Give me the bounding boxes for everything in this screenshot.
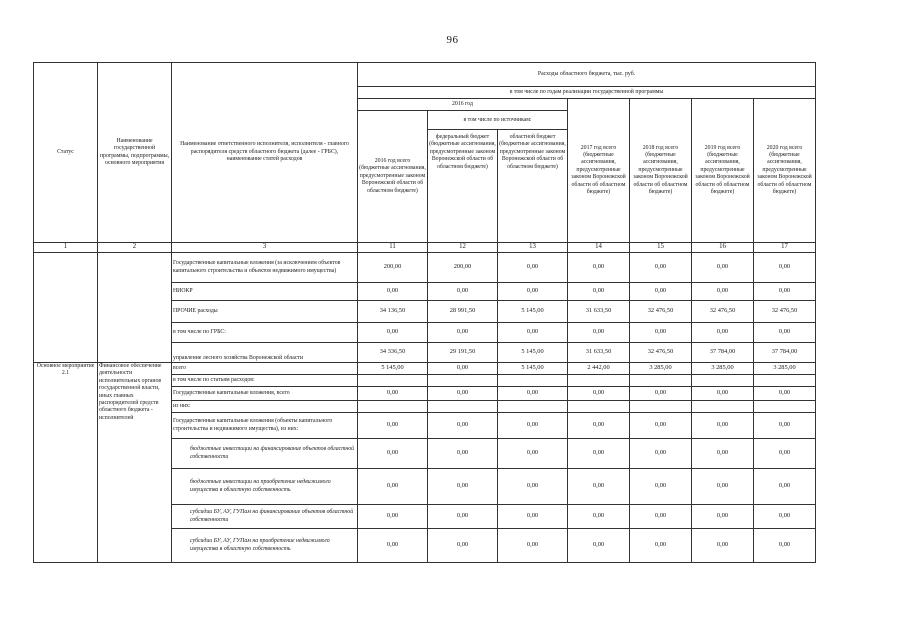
value-cell: 0,00: [498, 469, 568, 505]
expense-label: субсидии БУ, АУ, ГУПам на приобретение недвижимого имущества в областную собственность: [172, 529, 358, 563]
expense-label: Государственные капитальные вложения, всего: [172, 387, 358, 401]
budget-table: [33, 62, 816, 563]
header-year-2020: 2020 год всего (бюджетные ассигнования, предусмотренные законом Воронежской области об областном бюджете): [754, 99, 816, 243]
section-status: Основное мероприятие 2.1: [34, 363, 98, 563]
value-cell: 0,00: [568, 253, 630, 283]
value-cell: 0,00: [630, 469, 692, 505]
expense-label: НИОКР: [172, 283, 358, 301]
header-status: Статус: [34, 63, 98, 243]
expense-label: в том числе по статьям расходов:: [172, 375, 358, 387]
value-cell: 0,00: [754, 283, 816, 301]
program-cell: [98, 301, 172, 323]
column-index-cell: 12: [428, 243, 498, 253]
value-cell: 0,00: [692, 413, 754, 439]
value-cell: 0,00: [498, 413, 568, 439]
value-cell: 2 442,00: [568, 363, 630, 375]
header-sources-block: [428, 111, 568, 243]
value-cell: 0,00: [358, 439, 428, 469]
value-cell: 0,00: [498, 283, 568, 301]
value-cell: 0,00: [630, 439, 692, 469]
header-program-name: Наименование государственной программы, подпрограммы, основного мероприятия: [98, 63, 172, 243]
value-cell: [358, 375, 428, 387]
expense-label: из них:: [172, 401, 358, 413]
value-cell: 3 285,00: [692, 363, 754, 375]
status-cell: [34, 323, 98, 343]
value-cell: 0,00: [754, 413, 816, 439]
expense-label: в том числе по ГРБС:: [172, 323, 358, 343]
expense-label: управление лесного хозяйства Воронежской области: [172, 343, 358, 363]
status-cell: [34, 301, 98, 323]
value-cell: [630, 401, 692, 413]
value-cell: 0,00: [358, 413, 428, 439]
value-cell: 0,00: [428, 439, 498, 469]
value-cell: [568, 375, 630, 387]
header-federal: федеральный бюджет (бюджетные ассигнования, предусмотренные законом Воронежской области об областном бюджете): [428, 130, 498, 242]
value-cell: 0,00: [754, 253, 816, 283]
value-cell: 0,00: [498, 505, 568, 529]
header-year-2016: 2016 год: [358, 99, 568, 111]
value-cell: 0,00: [692, 387, 754, 401]
value-cell: 0,00: [498, 439, 568, 469]
value-cell: [692, 401, 754, 413]
status-cell: [34, 343, 98, 363]
value-cell: [498, 375, 568, 387]
value-cell: [630, 375, 692, 387]
value-cell: [428, 375, 498, 387]
status-cell: [34, 283, 98, 301]
value-cell: [692, 375, 754, 387]
column-index-cell: 11: [358, 243, 428, 253]
table-header: [34, 63, 816, 253]
value-cell: [428, 401, 498, 413]
expense-label: ПРОЧИЕ расходы: [172, 301, 358, 323]
value-cell: 0,00: [630, 323, 692, 343]
value-cell: 0,00: [692, 283, 754, 301]
header-expenses: Расходы областного бюджета, тыс. руб.: [358, 63, 816, 87]
header-year-2018: 2018 год всего (бюджетные ассигнования, предусмотренные законом Воронежской области об областном бюджете): [630, 99, 692, 243]
value-cell: 0,00: [754, 439, 816, 469]
value-cell: 32 476,50: [692, 301, 754, 323]
value-cell: 28 991,50: [428, 301, 498, 323]
value-cell: [498, 401, 568, 413]
value-cell: 0,00: [498, 253, 568, 283]
value-cell: 3 285,00: [754, 363, 816, 375]
program-cell: [98, 283, 172, 301]
value-cell: 32 476,50: [754, 301, 816, 323]
value-cell: 0,00: [568, 439, 630, 469]
column-index-cell: 13: [498, 243, 568, 253]
value-cell: 32 476,50: [630, 301, 692, 323]
value-cell: 0,00: [754, 505, 816, 529]
column-index-cell: 14: [568, 243, 630, 253]
value-cell: 0,00: [692, 323, 754, 343]
expense-label: бюджетные инвестиции на финансирование объектов областной собственности: [172, 439, 358, 469]
value-cell: 0,00: [630, 413, 692, 439]
expense-label: субсидии БУ, АУ, ГУПам на финансирование объектов областной собственности: [172, 505, 358, 529]
value-cell: 0,00: [358, 529, 428, 563]
table-row: [34, 343, 816, 363]
expense-label: Государственные капитальные вложения (за исключением объектов капитального строительства и объектов недвижимого имущества): [172, 253, 358, 283]
table-row: [34, 323, 816, 343]
value-cell: 0,00: [754, 387, 816, 401]
value-cell: 0,00: [630, 283, 692, 301]
value-cell: 0,00: [358, 323, 428, 343]
value-cell: 0,00: [692, 505, 754, 529]
value-cell: 0,00: [692, 529, 754, 563]
value-cell: 0,00: [630, 505, 692, 529]
value-cell: 5 145,00: [498, 301, 568, 323]
program-cell: [98, 323, 172, 343]
value-cell: [754, 401, 816, 413]
value-cell: 0,00: [428, 323, 498, 343]
value-cell: [568, 401, 630, 413]
value-cell: 0,00: [568, 505, 630, 529]
expense-label: всего: [172, 363, 358, 375]
value-cell: 0,00: [498, 387, 568, 401]
header-sources-split: [428, 130, 567, 242]
table-body: [34, 253, 816, 563]
value-cell: 32 476,50: [630, 343, 692, 363]
section-name: Финансовое обеспечение деятельности исполнительных органов государственной власти, иных главных распорядителей средств областного бюджета - исполнителей: [98, 363, 172, 563]
value-cell: 0,00: [568, 529, 630, 563]
value-cell: 0,00: [630, 253, 692, 283]
column-index-cell: 17: [754, 243, 816, 253]
value-cell: 0,00: [568, 413, 630, 439]
value-cell: 0,00: [692, 439, 754, 469]
value-cell: 29 191,50: [428, 343, 498, 363]
table-row: [34, 283, 816, 301]
value-cell: 3 285,00: [630, 363, 692, 375]
header-year-2017: 2017 год всего (бюджетные ассигнования, предусмотренные законом Воронежской области об областном бюджете): [568, 99, 630, 243]
value-cell: 0,00: [754, 469, 816, 505]
value-cell: 0,00: [692, 253, 754, 283]
column-index-cell: 16: [692, 243, 754, 253]
value-cell: 0,00: [428, 283, 498, 301]
table-row: [34, 253, 816, 283]
column-index-cell: 2: [98, 243, 172, 253]
header-regional: областной бюджет (бюджетные ассигнования, предусмотренные законом Воронежской области об областном бюджете): [499, 134, 566, 170]
header-by-years: в том числе по годам реализации государственной программы: [358, 87, 816, 99]
value-cell: 0,00: [630, 387, 692, 401]
value-cell: 0,00: [754, 323, 816, 343]
value-cell: [358, 401, 428, 413]
value-cell: 0,00: [630, 529, 692, 563]
value-cell: 0,00: [428, 363, 498, 375]
table-row: [34, 363, 816, 375]
value-cell: 0,00: [568, 387, 630, 401]
value-cell: 5 145,00: [498, 343, 568, 363]
value-cell: 0,00: [692, 469, 754, 505]
value-cell: 0,00: [428, 529, 498, 563]
value-cell: 0,00: [498, 323, 568, 343]
value-cell: 5 145,00: [498, 363, 568, 375]
value-cell: 37 784,00: [754, 343, 816, 363]
status-cell: [34, 253, 98, 283]
expense-label: Государственные капитальные вложения (объекты капитального строительства и недвижимого имущества), из них:: [172, 413, 358, 439]
program-cell: [98, 343, 172, 363]
value-cell: 34 136,50: [358, 301, 428, 323]
value-cell: [754, 375, 816, 387]
value-cell: 0,00: [428, 387, 498, 401]
program-cell: [98, 253, 172, 283]
column-index-row: [34, 243, 816, 253]
header-total-2016: 2016 год всего (бюджетные ассигнования, предусмотренные законом Воронежской области об областном бюджете): [358, 111, 428, 243]
value-cell: 31 633,50: [568, 343, 630, 363]
page-number: 96: [446, 34, 459, 46]
column-index-cell: 15: [630, 243, 692, 253]
value-cell: 0,00: [358, 469, 428, 505]
column-index-cell: 1: [34, 243, 98, 253]
value-cell: 37 784,00: [692, 343, 754, 363]
expense-label: бюджетные инвестиции на приобретение недвижимого имущества в областную собственность: [172, 469, 358, 505]
value-cell: 5 145,00: [358, 363, 428, 375]
column-index-cell: 3: [172, 243, 358, 253]
table-row: [34, 301, 816, 323]
header-year-2019: 2019 год всего (бюджетные ассигнования, предусмотренные законом Воронежской области об областном бюджете): [692, 99, 754, 243]
value-cell: 0,00: [498, 529, 568, 563]
value-cell: 0,00: [358, 283, 428, 301]
value-cell: 34 336,50: [358, 343, 428, 363]
value-cell: 0,00: [568, 469, 630, 505]
value-cell: 0,00: [568, 323, 630, 343]
value-cell: 0,00: [428, 413, 498, 439]
value-cell: 0,00: [358, 387, 428, 401]
value-cell: 0,00: [754, 529, 816, 563]
value-cell: 0,00: [358, 505, 428, 529]
value-cell: 200,00: [358, 253, 428, 283]
value-cell: 0,00: [568, 283, 630, 301]
value-cell: 31 633,50: [568, 301, 630, 323]
value-cell: 200,00: [428, 253, 498, 283]
value-cell: 0,00: [428, 469, 498, 505]
header-executor: Наименование ответственного исполнителя, исполнителя - главного распорядителя средств областного бюджета (далее - ГРБС), наименование статей расходов: [172, 63, 358, 243]
header-sources: в том числе по источникам:: [428, 111, 567, 130]
value-cell: 0,00: [428, 505, 498, 529]
